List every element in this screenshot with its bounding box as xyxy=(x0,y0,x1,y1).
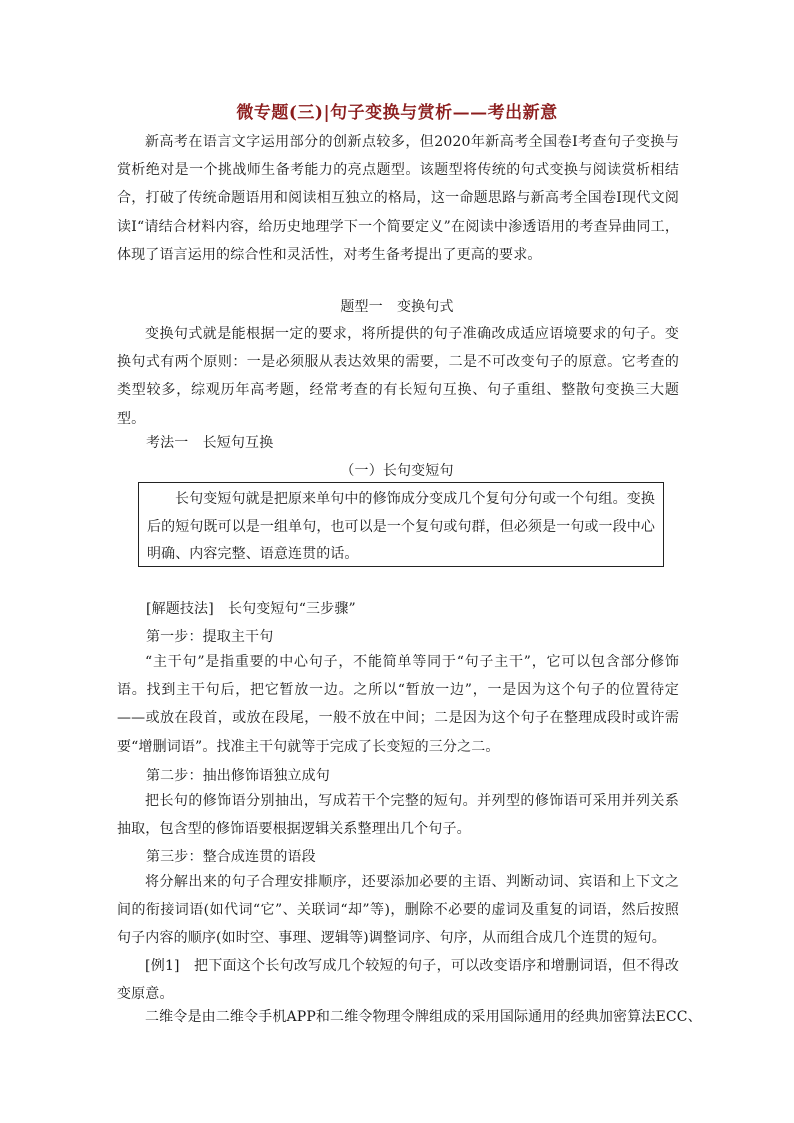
step3-heading: 第三步：整合成连贯的语段 xyxy=(146,849,316,865)
intro-paragraph: 新高考在语言文字运用部分的创新点较多，但2020年新高考全国卷Ⅰ考查句子变换与赏析绝对是一个挑战师生备考能力的亮点题型。该题型将传统的句式变换与阅读赏析相结合，打破了传统命题语用和阅读相互独立的格局，这一命题思路与新高考全国卷Ⅰ现代文阅读Ⅰ“请结合材料内容，给历史地理学下一个简要定义”在阅读中渗透语用的考查异曲同工，体现了语言运用的综合性和灵活性，对考生备考提出了更高的要求。 xyxy=(117,134,679,263)
step3-paragraph: 将分解出来的句子合理安排顺序，还要添加必要的主语、判断动词、宾语和上下文之间的衔接词语(如代词“它”、关联词“却”等)，删除不必要的虚词及重复的词语，然后按照句子内容的顺序(如时空、事理、逻辑等)调整词序、句序，从而组合成几个连贯的短句。 xyxy=(117,874,679,947)
step2-paragraph: 把长句的修饰语分别抽出，写成若干个完整的短句。并列型的修饰语可采用并列关系抽取，包含型的修饰语要根据逻辑关系整理出几个句子。 xyxy=(117,793,679,838)
page-title: 微专题(三)|句子变换与赏析——考出新意 xyxy=(236,103,558,123)
example-paragraph: [例1] 把下面这个长句改写成几个较短的句子，可以改变语序和增删词语，但不得改变原意。 xyxy=(117,958,679,1003)
definition-text: 长句变短句就是把原来单句中的修饰成分变成几个复句分句或一个句组。变换后的短句既可以是一组单句，也可以是一个复句或句群，但必须是一句或一段中心明确、内容完整、语意连贯的话。 xyxy=(147,491,655,562)
technique-heading: [解题技法] 长句变短句“三步骤” xyxy=(146,601,356,617)
step1-paragraph: “主干句”是指重要的中心句子，不能简单等同于“句子主干”，它可以包含部分修饰语。找到主干句后，把它暂放一边。之所以“暂放一边”，一是因为这个句子的位置待定——或放在段首，或放在段尾，一般不放在中间；二是因为这个句子在整理成段时或许需要“增删词语”。找准主干句就等于完成了长变短的三分之二。 xyxy=(117,654,679,755)
section-paragraph: 变换句式就是能根据一定的要求，将所提供的句子准确改成适应语境要求的句子。变换句式有两个原则：一是必须服从表达效果的需要，二是不可改变句子的原意。它考查的类型较多，综观历年高考题，经常考查的有长短句互换、句子重组、整散句变换三大题型。 xyxy=(117,326,679,427)
method-heading: 考法一 长短句互换 xyxy=(146,435,274,451)
step2-heading: 第二步：抽出修饰语独立成句 xyxy=(146,768,330,784)
section-heading: 题型一 变换句式 xyxy=(340,299,454,315)
definition-box xyxy=(138,482,664,567)
sub-heading: （一）长句变短句 xyxy=(340,463,454,479)
step1-heading: 第一步：提取主干句 xyxy=(146,629,274,645)
example-text: 二维令是由二维令手机APP和二维令物理令牌组成的采用国际通用的经典加密算法ECC、 xyxy=(145,1009,702,1025)
